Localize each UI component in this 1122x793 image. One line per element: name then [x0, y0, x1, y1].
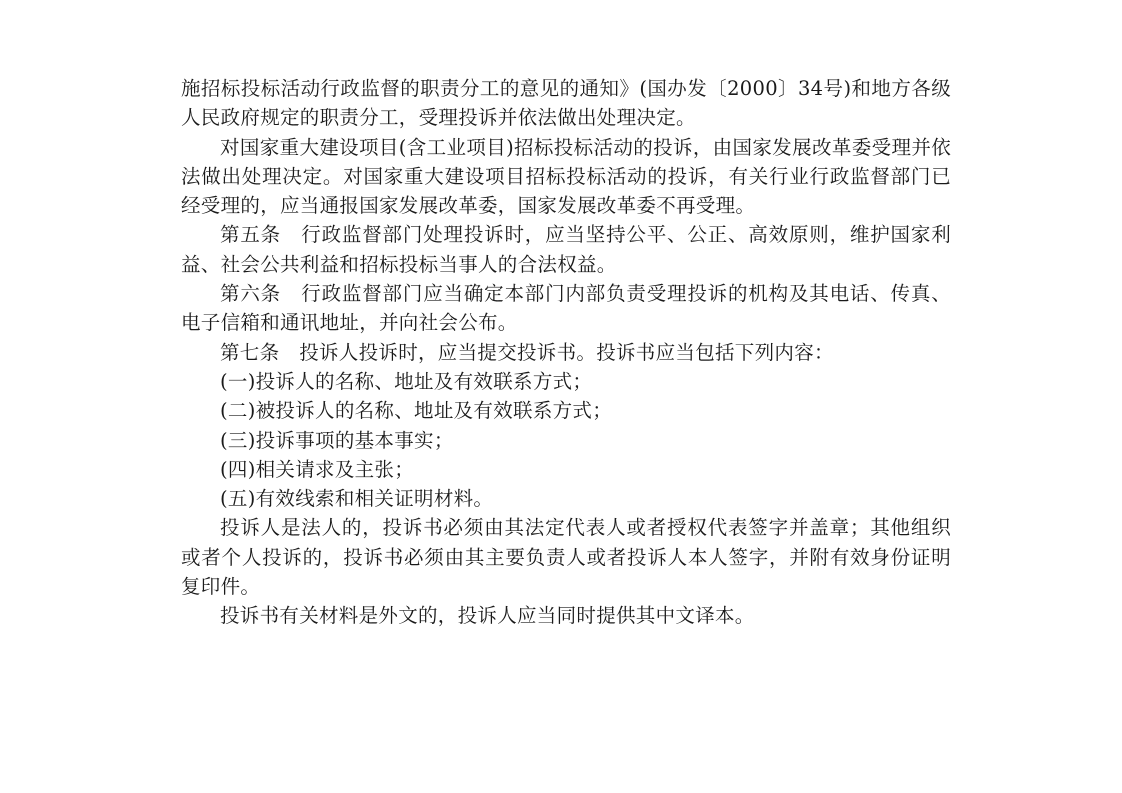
document-body [181, 74, 951, 631]
paragraph-major-projects: 对国家重大建设项目(含工业项目)招标投标活动的投诉，由国家发展改革委受理并依法做出处理决定。对国家重大建设项目招标投标活动的投诉，有关行业行政监督部门已经受理的，应当通报国家发展改革委，国家发展改革委不再受理。 [181, 135, 951, 218]
paragraph-signature-requirement: 投诉人是法人的，投诉书必须由其法定代表人或者授权代表签字并盖章；其他组织或者个人投诉的，投诉书必须由其主要负责人或者投诉人本人签字，并附有效身份证明复印件。 [181, 516, 951, 599]
article-5: 第五条 行政监督部门处理投诉时，应当坚持公平、公正、高效原则，维护国家利益、社会公共利益和招标投标当事人的合法权益。 [181, 223, 951, 276]
article-6: 第六条 行政监督部门应当确定本部门内部负责受理投诉的机构及其电话、传真、电子信箱和通讯地址，并向社会公布。 [181, 282, 951, 335]
paragraph-translation-requirement: 投诉书有关材料是外文的，投诉人应当同时提供其中文译本。 [220, 604, 755, 628]
list-item-2: (二)被投诉人的名称、地址及有效联系方式； [220, 399, 613, 423]
paragraph-continuation: 施招标投标活动行政监督的职责分工的意见的通知》(国办发〔2000〕34号)和地方各级人民政府规定的职责分工，受理投诉并依法做出处理决定。 [181, 77, 951, 130]
list-item-4: (四)相关请求及主张； [220, 457, 415, 481]
article-7: 第七条 投诉人投诉时，应当提交投诉书。投诉书应当包括下列内容： [220, 340, 834, 364]
list-item-3: (三)投诉事项的基本事实； [220, 428, 454, 452]
list-item-1: (一)投诉人的名称、地址及有效联系方式； [220, 369, 593, 393]
list-item-5: (五)有效线索和相关证明材料。 [220, 487, 494, 511]
